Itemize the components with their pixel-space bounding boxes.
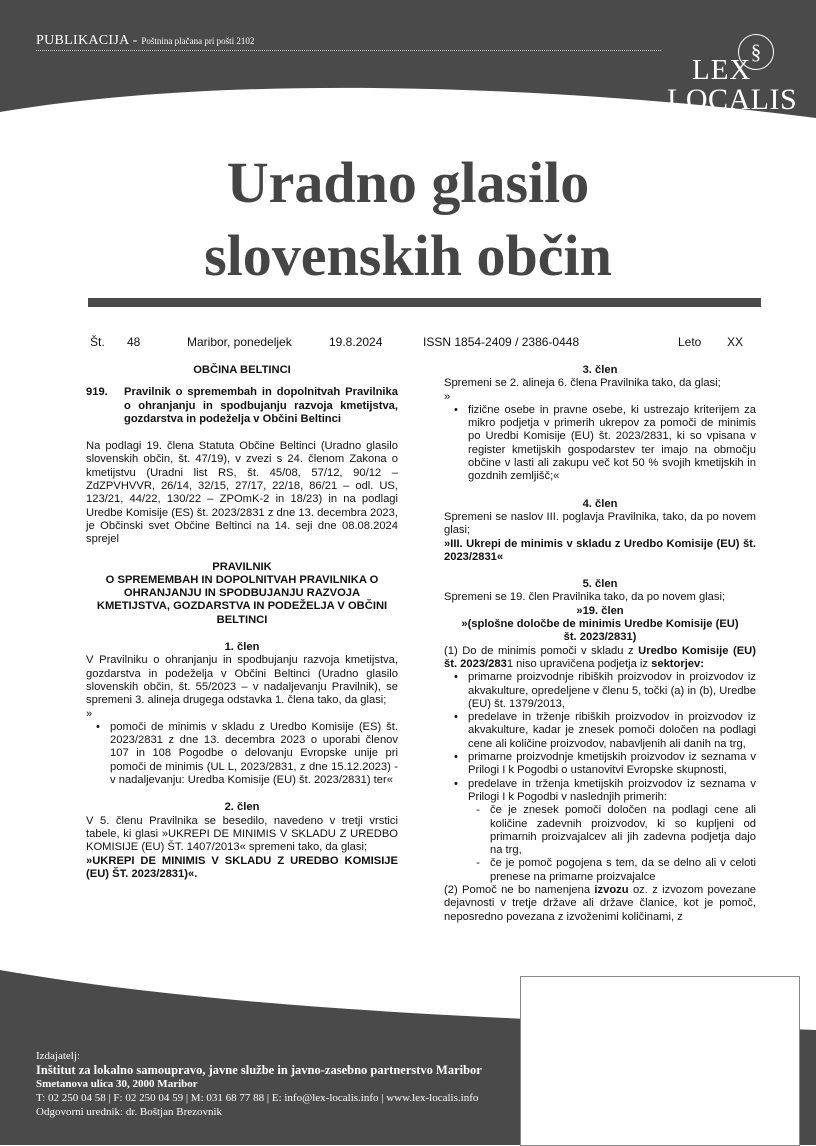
title-line-2: slovenskih občin — [204, 223, 612, 288]
list-item — [444, 778, 756, 805]
paragraph-1-a: (1) Do de minimis pomoči v skladu z — [444, 644, 639, 657]
sector-item-4: predelave in trženja kmetijskih proizvodov iz seznama v Prilogi I k Pogodbi v naslednjih primerih: — [468, 777, 756, 803]
article-4-bold: »III. Ukrepi de minimis v skladu z Uredbo Komisije (EU) št. 2023/2831« — [444, 537, 756, 563]
header-dotted-line — [36, 50, 661, 51]
pravilnik-subtitle: O SPREMEMBAH IN DOPOLNITVAH PRAVILNIKA O OHRANJANJU IN SPODBUJANJU RAZVOJA KMETIJSTVA, GOZDARSTVA IN PODEŽELJA V OBČINI BELTINCI — [96, 573, 388, 626]
municipality-heading: OBČINA BELTINCI — [193, 364, 291, 376]
preamble: Na podlagi 19. člena Statuta Občine Beltinci (Uradno glasilo slovenskih občin, št. 47/19), v zvezi s 24. členom Zakona o kmetijstvu (Uradni list RS, št. 45/08, 57/12, 90/12 – ZdZPVHVVR, 26/14, 32/15, 27/17, 22/18, 86/21 – odl. US, 123/21, 44/22, 130/22 – ZPOmK-2 in 18/23) in na podlagi Uredbe Komisije (ES) št. 2023/2831 z dne 13. decembra 2023, je Občinski svet Občine Beltinci na 14. seji dne 08.08.2024 sprejel — [86, 440, 398, 546]
pravilnik-title: PRAVILNIK — [212, 560, 272, 573]
list-item — [444, 671, 756, 711]
footer — [36, 1049, 482, 1119]
sector-item-1: primarne proizvodnje ribiških proizvodov in proizvodov iz akvakulture, opredeljene v členu 5, točki (a) in (b), Uredbe (EU) št. 1379/2013, — [468, 671, 756, 710]
title-line-1: Uradno glasilo — [226, 150, 590, 215]
left-column — [86, 364, 398, 881]
right-column — [444, 364, 756, 924]
separator: - — [132, 33, 138, 48]
document-title: Pravilnik o spremembah in dopolnitvah Pravilnika o ohranjanju in spodbujanju razvoja kmetijstva, gozdarstva in podeželja v Občini Beltinci — [124, 386, 398, 425]
document-number: 919. — [86, 386, 108, 399]
paragraph-1-c: 1 niso upravičena podjetja iz — [506, 657, 652, 670]
paragraph-1 — [444, 645, 756, 672]
article-2-text: V 5. členu Pravilnika se besedilo, navedeno v tretji vrstici tabele, ki glasi »UKREPI DE MINIMIS V SKLADU Z UREDBO KOMISIJE (EU) ŠT. 1407/2013« spremeni tako, da glasi; — [86, 814, 398, 854]
article-1-heading: 1. člen — [224, 641, 260, 654]
place-day: Maribor, ponedeljek — [187, 335, 292, 349]
article-1-bullet: pomoči de minimis v skladu z Uredbo Komisije (ES) št. 2023/2831 z dne 13. decembra 2023 o uporabi členov 107 in 108 Pogodbe o delovanju Evropske unije pri pomoči de minimis (UL L, 2023/2831, z dne 15.12.2023) - v nadaljevanju: Uredba Komisije (EU) št. 2023/2831) ter« — [110, 720, 398, 787]
article-5-text: Spremeni se 19. člen Pravilnika tako, da po novem glasi; — [444, 591, 726, 604]
list-item — [444, 857, 756, 884]
issue-number: 48 — [127, 335, 141, 349]
paragraph-1-d: sektorjev: — [651, 657, 704, 670]
dash-icon: - — [476, 857, 480, 870]
paragraph-1-b: Uredbo Komisije (EU) št. 2023/283 — [444, 644, 756, 670]
year-label: Leto — [678, 335, 702, 349]
bullet-icon: • — [454, 711, 458, 724]
article-4-heading: 4. člen — [582, 497, 618, 510]
list-item — [444, 751, 756, 778]
page-title — [0, 146, 816, 292]
article-1-text: V Pravilniku o ohranjanju in spodbujanju razvoja kmetijstva, gozdarstva in podeželja v Občini Beltinci (Uradno glasilo slovenskih občin, št. 55/2023 – v nadaljevanju Pravilnik), se spremeni 3. alineja drugega odstavka 1. člena tako, da glasi; — [86, 654, 398, 707]
article-5-heading: 5. člen — [582, 578, 618, 591]
logo-lex: LEX — [692, 54, 752, 86]
footer-institute: Inštitut za lokalno samoupravo, javne službe in javno-zasebno partnerstvo Maribor — [36, 1063, 482, 1077]
quote-mark: » — [86, 707, 93, 720]
publikacija-text: PUBLIKACIJA — [36, 33, 129, 48]
paragraph-2-a: (2) Pomoč ne bo namenjena — [444, 883, 595, 896]
list-item — [444, 404, 756, 484]
quote-mark: » — [444, 390, 451, 403]
bullet-icon: • — [454, 751, 458, 764]
paragraph-2-b: izvozu — [594, 883, 629, 896]
blank-box — [520, 976, 800, 1146]
section-sign-icon: § — [738, 34, 774, 70]
bullet-icon: • — [454, 403, 458, 416]
sub-item-1: če je znesek pomoči določen na podlagi cene ali količine zadevnih proizvodov, ki so kupljeni od primarnih proizvajalcev ali jih zadevna podjetja dajo na trg, — [490, 804, 756, 857]
list-item — [444, 804, 756, 857]
footer-contacts: T: 02 250 04 58 | F: 02 250 04 59 | M: 031 68 77 88 | E: info@lex-localis.info | www.lex-localis.info — [36, 1092, 479, 1104]
paragraph-2 — [444, 884, 756, 924]
publication-label — [36, 33, 254, 49]
footer-publisher-label: Izdajatelj: — [36, 1050, 80, 1062]
issue-date: 19.8.2024 — [329, 335, 383, 349]
article-3-text: Spremeni se 2. alineja 6. člena Pravilnika tako, da glasi; — [444, 377, 721, 390]
sector-item-3: primarne proizvodnje kmetijskih proizvodov iz seznama v Prilogi I k Pogodbi o ustanovitvi Evropske skupnosti, — [468, 751, 756, 777]
paragraph-2-c: oz. z izvozom povezane dejavnosti v tretje države ali države članice, kot je pomoč, neposredno povezana z izvoženimi količinami, z — [444, 883, 757, 923]
postnina-text: Poštnina plačana pri pošti 2102 — [141, 36, 255, 46]
sector-item-2: predelave in trženje ribiških proizvodov in proizvodov iz akvakulture, kadar je znesek pomoči določen na podlagi cene ali količine proizvodov, nabavljenih ali danih na trg, — [468, 711, 756, 750]
document-heading — [86, 386, 398, 426]
footer-editor: Odgovorni urednik: dr. Boštjan Brezovnik — [36, 1106, 223, 1118]
bullet-icon: • — [454, 777, 458, 790]
article-4-text: Spremeni se naslov III. poglavja Pravilnika, tako, da po novem glasi; — [444, 510, 756, 537]
article-3-bullet: fizične osebe in pravne osebe, ki ustrezajo kriterijem za mikro podjetja v primerih ukrepov za pomoči de minimis po Uredbi Komisije (EU) št. 2023/2831, ki so vpisana v register kmetijskih gospodarstev ter imajo na območju občine v lasti ali zakupu več kot 50 % svojih kmetijskih in gozdnih zemljišč;« — [468, 403, 756, 483]
year-value: XX — [727, 335, 744, 349]
logo-localis: LOCALIS — [667, 83, 798, 116]
footer-address: Smetanova ulica 30, 2000 Maribor — [36, 1078, 198, 1090]
bullet-icon: • — [96, 720, 100, 733]
issn: ISSN 1854-2409 / 2386-0448 — [423, 335, 580, 349]
list-item — [86, 721, 398, 787]
sub-item-2: če je pomoč pogojena s tem, da se delno ali v celoti prenese na primarne proizvajalce — [490, 857, 756, 883]
article-19-heading: »19. člen — [576, 604, 624, 617]
dash-icon: - — [476, 804, 480, 817]
title-rule — [88, 298, 761, 307]
article-2-heading: 2. člen — [224, 801, 260, 814]
article-3-heading: 3. člen — [582, 364, 618, 376]
issue-label: Št. — [90, 335, 105, 349]
bullet-icon: • — [454, 671, 458, 684]
list-item — [444, 711, 756, 751]
article-19-subtitle: »(splošne določbe de minimis Uredbe Komisije (EU) št. 2023/2831) — [461, 618, 739, 644]
article-2-bold: »UKREPI DE MINIMIS V SKLADU Z UREDBO KOMISIJE (EU) ŠT. 2023/2831)«. — [86, 854, 398, 880]
